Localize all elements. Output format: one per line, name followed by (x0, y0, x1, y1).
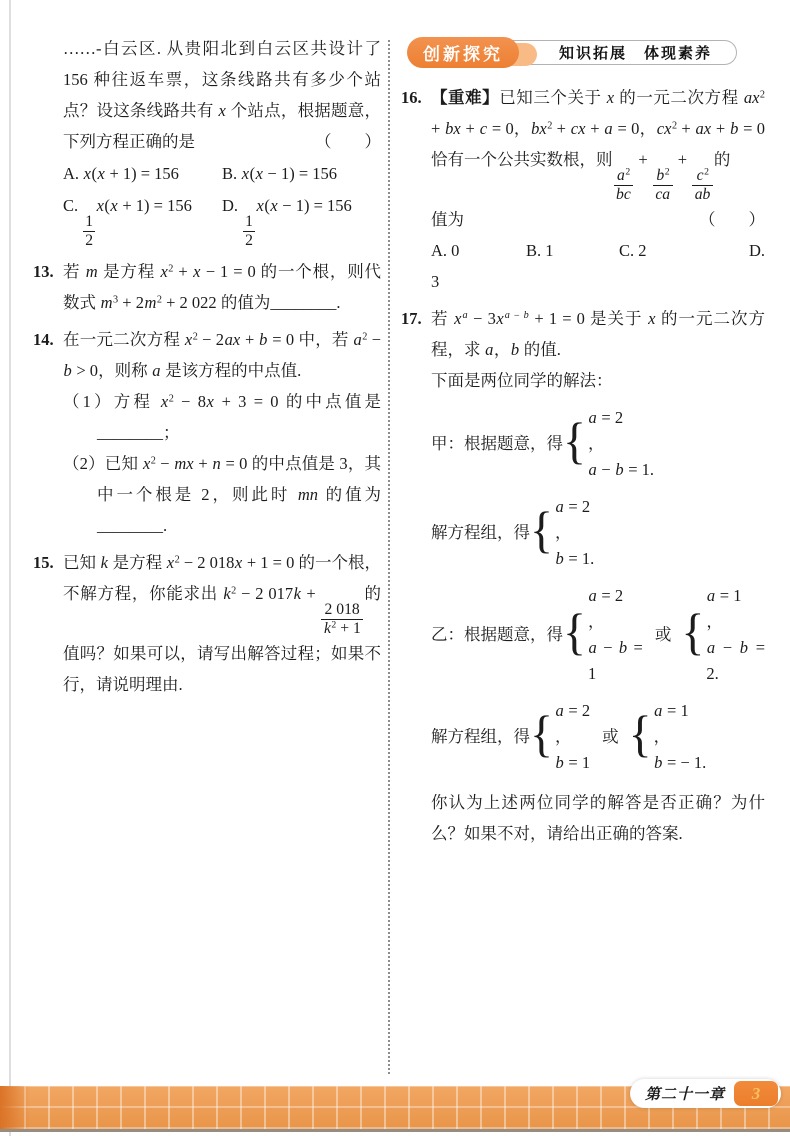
problem-13 (33, 256, 381, 318)
equation-top: a = 2 ， (555, 496, 591, 542)
problem-body (63, 33, 381, 250)
equation-top: a = 2 ， (588, 585, 624, 631)
problem-statement: 若 m 是方程 $x^2 + x - 1 = 0$ 的一个根，则代数式 $m^3 + 2m^2 + 2$ 022 的值为________. (63, 261, 382, 312)
option-a: A. 0 (431, 240, 460, 260)
option-b: B. 1 (526, 240, 554, 260)
page-scan-edge (9, 0, 11, 1136)
column-divider (388, 40, 390, 1074)
problem-statement: 若 $x^a - 3x^{a - b} + 1 = 0$ 是关于 x 的一元二次方程，求 a，b 的值. (431, 308, 766, 359)
page-number-badge: 3 (734, 1081, 778, 1106)
equation-lines (588, 405, 654, 483)
problem-statement: ……-白云区. 从贵阳北到白云区共设计了 156 种往返车票，这条线路共有多少个站点？设这条线路共有 x 个站点，根据题意，下列方程正确的是 (63, 39, 382, 151)
left-brace-icon (563, 417, 586, 467)
case-label: 乙：根据题意，得 (431, 625, 563, 645)
option-d-wrapped-value: 3 (431, 271, 440, 291)
answer-parentheses: （ ） (699, 209, 765, 229)
problem-statement: 已知 k 是方程 $x^2 - 2$ 018x + 1 = 0 的一个根，不解方程，你能求出 $k^2 - 2$ 017k + $\frac{2 018}{k^2 + 1}$ 的值吗？如果可以，请写出解答过程；如果不行，请说明理由. (63, 552, 382, 694)
or-connector: 或 (602, 727, 619, 747)
problem-14 (33, 324, 381, 541)
options-row-1 (63, 158, 381, 189)
equation-system-2 (629, 698, 707, 776)
equation-system (530, 494, 594, 572)
left-column (33, 33, 381, 706)
equation-top: a = 1 ， (653, 700, 689, 746)
student-yi-setup (431, 583, 765, 687)
options-row-2 (63, 190, 381, 250)
equation-bottom: a − b = 2. (706, 637, 765, 683)
student-jia-setup (431, 405, 765, 483)
problem-body (431, 303, 765, 849)
problem-body (63, 324, 381, 541)
left-brace-icon (681, 608, 704, 658)
problem-body (431, 82, 765, 297)
solutions-intro: 下面是两位同学的解法： (431, 370, 613, 390)
equation-lines (706, 583, 765, 687)
difficulty-tag: 【重难】 (431, 88, 500, 107)
equation-top: a = 2 ， (555, 700, 591, 746)
left-brace-icon (530, 710, 553, 760)
banner-badge-label: 创新探究 (423, 45, 503, 64)
or-connector: 或 (654, 625, 672, 645)
case-label: 甲：根据题意，得 (431, 434, 563, 454)
equation-lines (654, 698, 707, 776)
problem-part-2: （2）已知 $x^2$ − mx + n = 0 的中点值是 3，其中一个根是 2，则此时 mn 的值为________. (63, 453, 382, 535)
footer-strip-left-shade (0, 1086, 30, 1129)
equation-top: a = 2 ， (588, 407, 624, 453)
section-banner (407, 37, 739, 68)
problem-statement: 在一元二次方程 $x^2 - 2ax + b = 0$ 中，若 $a^2 - b > 0$，则称 a 是该方程的中点值. (63, 329, 381, 380)
equation-lines (555, 494, 594, 572)
problem-statement: 已知三个关于 x 的一元二次方程 $ax^2$ + bx + c = 0，$bx^2$ + cx + a = 0，$cx^2$ + ax + b = 0 恰有一个公共实数根，则 $\frac{a^2}{bc}$ + $\frac{b^2}{ca}$ + $\frac{c^2}{ab}$ 的 (431, 88, 766, 203)
banner-tagline: 知识拓展 体现素养 (558, 45, 712, 62)
equation-lines (588, 583, 643, 687)
option-c: C. 2 (619, 240, 647, 260)
left-brace-icon (563, 608, 586, 658)
footer-chapter-pill (630, 1079, 781, 1108)
equation-top: a = 1 ， (706, 585, 742, 631)
case-label: 解方程组，得 (431, 727, 530, 747)
left-brace-icon (629, 710, 652, 760)
chapter-label: 第二十一章 (645, 1087, 726, 1103)
answer-parentheses: （ ） (315, 132, 381, 151)
student-jia-solution (431, 494, 765, 572)
closing-question: 你认为上述两位同学的解答是否正确？为什么？如果不对，请给出正确的答案. (431, 792, 765, 843)
equation-system (563, 405, 654, 483)
page-bottom-edge (0, 1129, 790, 1132)
problem-16 (401, 82, 765, 297)
problem-number: 14. (33, 329, 54, 349)
equation-bottom: a − b = 1 (588, 637, 643, 683)
option-b: B. x(x − 1) = 156 (222, 164, 338, 183)
case-label: 解方程组，得 (431, 523, 530, 543)
equation-bottom: b = 1 (555, 752, 591, 772)
equation-system-2 (681, 583, 765, 687)
options-row (431, 235, 765, 266)
option-d: D. $\frac{1}{2}$ x(x − 1) = 156 (222, 196, 352, 249)
equation-bottom: b = − 1. (654, 752, 707, 772)
problem-body (63, 547, 381, 700)
option-a: A. x(x + 1) = 156 (63, 164, 179, 183)
problem-body (63, 256, 381, 318)
problem-text-line2 (431, 204, 765, 235)
problem-17 (401, 303, 765, 849)
equation-system-1 (563, 583, 643, 687)
problem-number: 15. (33, 552, 54, 572)
right-column (401, 82, 765, 855)
option-d: D. (748, 240, 765, 260)
problem-12-continuation (33, 33, 381, 250)
statement-tail: 值为 (431, 209, 464, 229)
problem-number: 13. (33, 261, 54, 281)
problem-number-empty (33, 33, 63, 250)
problem-number: 17. (401, 308, 422, 328)
problem-part-1: （1）方程 $x^2 - 8x + 3 = 0$ 的中点值是________； (63, 391, 382, 442)
equation-lines (555, 698, 590, 776)
banner-badge (407, 37, 519, 68)
equation-bottom: a − b = 1. (588, 459, 655, 479)
student-yi-solution (431, 698, 765, 776)
problem-text (431, 82, 765, 204)
equation-bottom: b = 1. (555, 548, 595, 568)
problem-15 (33, 547, 381, 700)
option-c: C. $\frac{1}{2}$ x(x + 1) = 156 (63, 196, 192, 249)
equation-system-1 (530, 698, 590, 776)
problem-number: 16. (401, 88, 422, 107)
left-brace-icon (530, 506, 553, 556)
problem-text (63, 33, 381, 157)
